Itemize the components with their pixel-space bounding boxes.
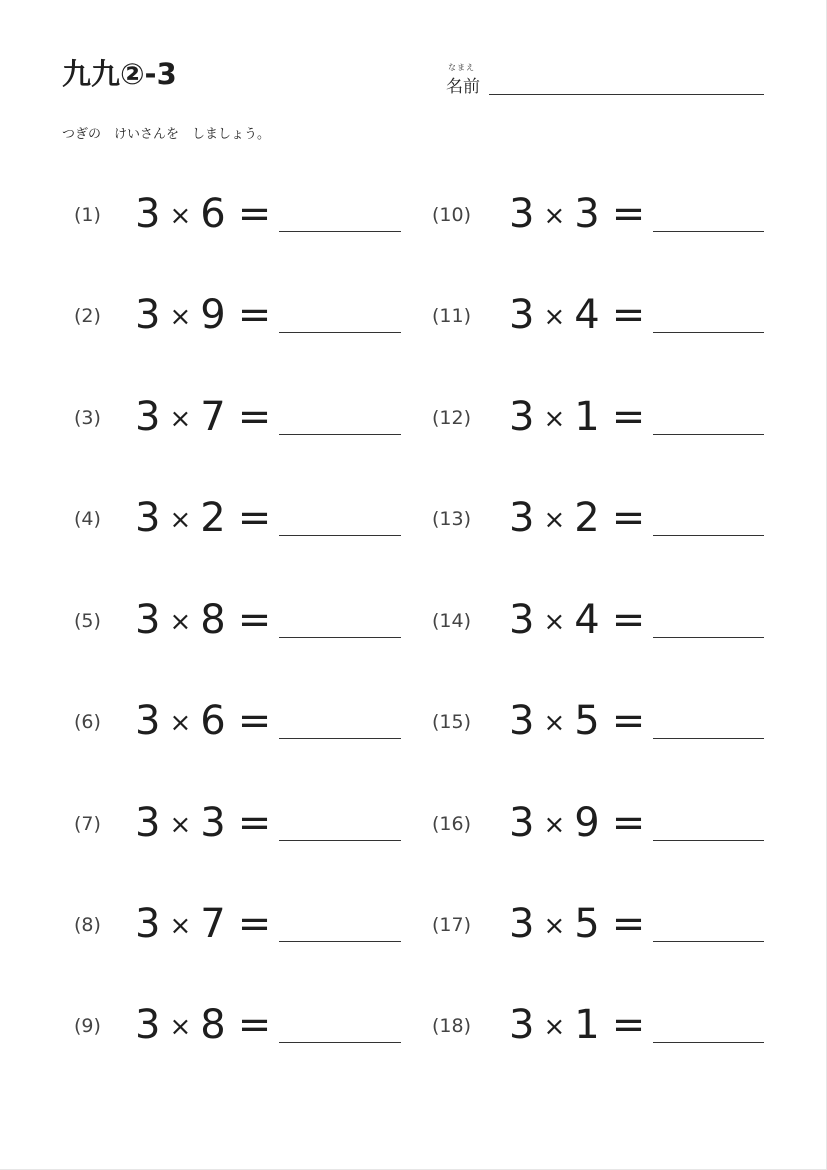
operand-a: 3 xyxy=(135,292,161,338)
problem-number: (10) xyxy=(432,204,472,226)
times-sign: × xyxy=(169,201,192,231)
equals-sign: = xyxy=(611,191,646,237)
operand-b: 1 xyxy=(574,394,600,440)
problem-item xyxy=(0,190,827,240)
answer-line[interactable] xyxy=(653,738,764,739)
times-sign: × xyxy=(169,1012,192,1042)
equals-sign: = xyxy=(611,698,646,744)
operand-a: 3 xyxy=(135,800,161,846)
equals-sign: = xyxy=(611,597,646,643)
operand-a: 3 xyxy=(509,698,535,744)
operand-b: 2 xyxy=(574,495,600,541)
problem-number: (14) xyxy=(432,610,472,632)
answer-line[interactable] xyxy=(653,332,764,333)
problem-item xyxy=(0,799,827,849)
problem-number: (15) xyxy=(432,711,472,733)
problem-expression xyxy=(509,596,645,649)
answer-line[interactable] xyxy=(653,535,764,536)
equals-sign: = xyxy=(611,495,646,541)
equals-sign: = xyxy=(237,698,272,744)
times-sign: × xyxy=(543,505,566,535)
problem-expression xyxy=(509,393,645,446)
times-sign: × xyxy=(543,1012,566,1042)
problem-number: (5) xyxy=(74,610,101,632)
equals-sign: = xyxy=(611,901,646,947)
operand-b: 7 xyxy=(200,901,226,947)
operand-a: 3 xyxy=(135,495,161,541)
problem-expression xyxy=(509,291,645,344)
operand-b: 9 xyxy=(574,800,600,846)
problem-number: (6) xyxy=(74,711,101,733)
problem-item xyxy=(0,900,827,950)
problem-number: (7) xyxy=(74,813,101,835)
equals-sign: = xyxy=(611,292,646,338)
operand-a: 3 xyxy=(509,394,535,440)
times-sign: × xyxy=(169,607,192,637)
problem-expression xyxy=(509,799,645,852)
operand-b: 6 xyxy=(200,191,226,237)
instruction-text: つぎの けいさんを しましょう。 xyxy=(62,127,271,142)
operand-a: 3 xyxy=(135,394,161,440)
times-sign: × xyxy=(169,505,192,535)
problem-item xyxy=(0,393,827,443)
times-sign: × xyxy=(543,404,566,434)
answer-line[interactable] xyxy=(653,434,764,435)
times-sign: × xyxy=(169,810,192,840)
worksheet-title: 九九②-3 xyxy=(62,57,177,91)
problem-expression xyxy=(509,190,645,243)
times-sign: × xyxy=(169,708,192,738)
times-sign: × xyxy=(543,201,566,231)
operand-a: 3 xyxy=(509,292,535,338)
operand-a: 3 xyxy=(135,901,161,947)
problem-number: (3) xyxy=(74,407,101,429)
equals-sign: = xyxy=(611,394,646,440)
problem-number: (9) xyxy=(74,1015,101,1037)
problem-item xyxy=(0,494,827,544)
times-sign: × xyxy=(543,302,566,332)
problem-number: (17) xyxy=(432,914,472,936)
problem-item xyxy=(0,1001,827,1051)
operand-b: 6 xyxy=(200,698,226,744)
operand-b: 9 xyxy=(200,292,226,338)
problem-number: (4) xyxy=(74,508,101,530)
problem-number: (12) xyxy=(432,407,472,429)
problem-number: (11) xyxy=(432,305,472,327)
equals-sign: = xyxy=(611,800,646,846)
equals-sign: = xyxy=(237,495,272,541)
operand-a: 3 xyxy=(509,800,535,846)
times-sign: × xyxy=(543,708,566,738)
equals-sign: = xyxy=(237,901,272,947)
operand-b: 4 xyxy=(574,597,600,643)
equals-sign: = xyxy=(237,191,272,237)
times-sign: × xyxy=(543,607,566,637)
problem-number: (13) xyxy=(432,508,472,530)
times-sign: × xyxy=(169,302,192,332)
equals-sign: = xyxy=(237,597,272,643)
operand-a: 3 xyxy=(509,191,535,237)
operand-b: 5 xyxy=(574,698,600,744)
equals-sign: = xyxy=(237,1002,272,1048)
equals-sign: = xyxy=(611,1002,646,1048)
operand-b: 8 xyxy=(200,1002,226,1048)
problem-item xyxy=(0,291,827,341)
problem-expression xyxy=(509,1001,645,1054)
operand-a: 3 xyxy=(135,1002,161,1048)
name-label: 名前 xyxy=(446,77,480,97)
operand-b: 8 xyxy=(200,597,226,643)
answer-line[interactable] xyxy=(653,231,764,232)
answer-line[interactable] xyxy=(653,1042,764,1043)
operand-b: 2 xyxy=(200,495,226,541)
problem-item xyxy=(0,697,827,747)
answer-line[interactable] xyxy=(653,840,764,841)
operand-a: 3 xyxy=(135,597,161,643)
operand-b: 3 xyxy=(574,191,600,237)
operand-b: 3 xyxy=(200,800,226,846)
name-ruby: なまえ xyxy=(448,63,475,72)
operand-b: 7 xyxy=(200,394,226,440)
problem-number: (16) xyxy=(432,813,472,835)
problem-number: (18) xyxy=(432,1015,472,1037)
problem-expression xyxy=(509,494,645,547)
answer-line[interactable] xyxy=(653,637,764,638)
name-field xyxy=(446,62,766,98)
operand-a: 3 xyxy=(509,597,535,643)
operand-b: 1 xyxy=(574,1002,600,1048)
operand-a: 3 xyxy=(509,1002,535,1048)
operand-a: 3 xyxy=(509,495,535,541)
name-write-line[interactable] xyxy=(489,94,764,95)
problem-expression xyxy=(509,697,645,750)
problem-expression xyxy=(509,900,645,953)
operand-a: 3 xyxy=(135,698,161,744)
equals-sign: = xyxy=(237,800,272,846)
times-sign: × xyxy=(169,404,192,434)
problem-number: (2) xyxy=(74,305,101,327)
times-sign: × xyxy=(543,810,566,840)
times-sign: × xyxy=(169,911,192,941)
operand-a: 3 xyxy=(509,901,535,947)
problem-item xyxy=(0,596,827,646)
answer-line[interactable] xyxy=(653,941,764,942)
operand-b: 4 xyxy=(574,292,600,338)
equals-sign: = xyxy=(237,394,272,440)
problem-number: (8) xyxy=(74,914,101,936)
times-sign: × xyxy=(543,911,566,941)
equals-sign: = xyxy=(237,292,272,338)
problem-number: (1) xyxy=(74,204,101,226)
operand-a: 3 xyxy=(135,191,161,237)
operand-b: 5 xyxy=(574,901,600,947)
